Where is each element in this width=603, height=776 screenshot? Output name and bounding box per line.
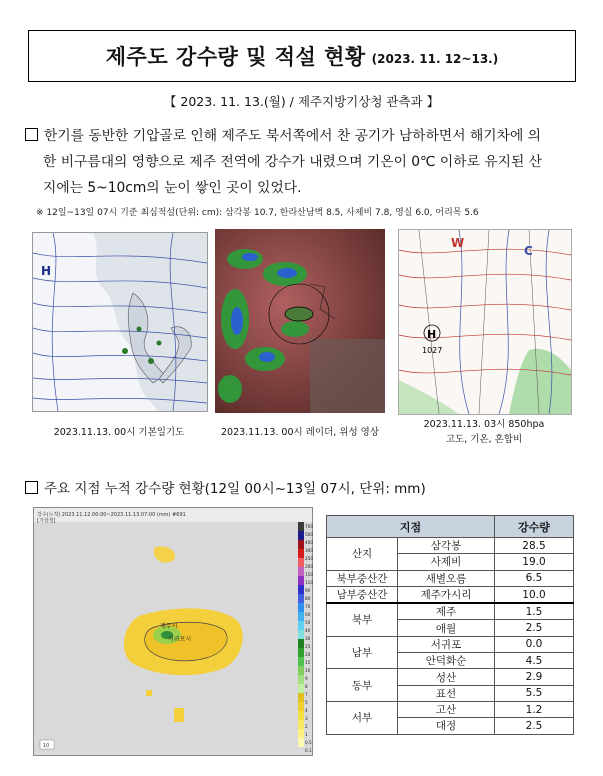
table-row [327, 586, 574, 603]
rainfall-map-label-jeju: 제주시 [160, 623, 178, 630]
scale-tick-label: 500 [305, 532, 313, 537]
scale-tick-label: 3 [305, 716, 308, 721]
snow-note: ※ 12일~13일 07시 기준 최심적설(단위: cm): 삼각봉 10.7, 한라산남벽 8.5, 사제비 7.8, 영실 6.0, 어리목 5.6 [36, 208, 479, 218]
bullet-box-icon [25, 128, 38, 141]
rainfall-map-corner: 10 [43, 743, 50, 749]
table-row [327, 701, 574, 717]
scale-tick-label: 8 [305, 684, 308, 689]
scale-tick-label: 400 [305, 540, 313, 545]
cold-label: C [524, 244, 533, 258]
rainfall-value-cell: 1.5 [495, 603, 574, 620]
header-rainfall: 강수량 [495, 516, 574, 538]
scale-tick-label: 70 [305, 604, 311, 609]
scale-tick-label: 15 [305, 660, 311, 665]
rainfall-value-cell: 2.9 [495, 669, 574, 685]
dateline: 【 2023. 11. 13.(월) / 제주지방기상청 관측과 】 [163, 94, 440, 109]
scale-tick-label: 0.5 [305, 740, 312, 745]
scale-tick-label: 1 [305, 732, 308, 737]
scale-tick-label: 150 [305, 572, 313, 577]
station-cell: 성산 [398, 669, 495, 685]
map2-caption: 2023.11.13. 00시 레이더, 위성 영상 [220, 427, 380, 438]
title-date-range: (2023. 11. 12~13.) [371, 52, 499, 66]
scale-tick-label: 0.1 [305, 748, 312, 753]
station-cell: 안덕화순 [398, 653, 495, 669]
rainfall-value-cell: 2.5 [495, 718, 574, 734]
rainfall-value-cell: 1.2 [495, 701, 574, 717]
rainfall-table [326, 515, 574, 735]
radar-satellite-svg [215, 229, 385, 413]
850hpa-chart-svg [399, 230, 571, 414]
region-cell: 서부 [327, 701, 398, 734]
rainfall-value-cell: 0.0 [495, 636, 574, 652]
region-cell: 북부중산간 [327, 570, 398, 586]
station-cell: 서귀포 [398, 636, 495, 652]
scale-tick-label: 200 [305, 564, 313, 569]
title-box [28, 30, 576, 82]
rainfall-map-svg [34, 508, 312, 755]
map3-caption-line1: 2023.11.13. 03시 850hpa [423, 419, 545, 430]
summary-line2: 한 비구름대의 영향으로 제주 전역에 강수가 내렸으며 기온이 0℃ 이하로 유지된 산 [43, 154, 543, 170]
table-row [327, 636, 574, 652]
scale-tick-label: 250 [305, 556, 313, 561]
station-cell: 대정 [398, 718, 495, 734]
station-cell: 사제비 [398, 554, 495, 570]
scale-tick-label: 90 [305, 588, 311, 593]
rainfall-value-cell: 4.5 [495, 653, 574, 669]
scale-tick-label: 300 [305, 548, 313, 553]
region-cell: 남부 [327, 636, 398, 669]
station-cell: 삼각봉 [398, 538, 495, 554]
region-cell: 남부중산간 [327, 586, 398, 603]
rainfall-value-cell: 28.5 [495, 538, 574, 554]
summary-paragraph [25, 123, 581, 201]
scale-tick-label: 10 [305, 668, 311, 673]
rainfall-value-cell: 10.0 [495, 586, 574, 603]
radar-satellite-image [215, 229, 385, 413]
high-pressure-850-value: 1027 [422, 346, 443, 355]
scale-tick-label: 7 [305, 692, 308, 697]
table-row [327, 538, 574, 554]
summary-line3: 지에는 5~10cm의 눈이 쌓인 곳이 있었다. [43, 180, 302, 196]
rainfall-map-label-seogwipo: 서귀포시 [168, 636, 192, 643]
region-cell: 북부 [327, 603, 398, 636]
850hpa-chart [398, 229, 572, 415]
station-cell: 새별오름 [398, 570, 495, 586]
table-row [327, 603, 574, 620]
region-cell: 동부 [327, 669, 398, 702]
rainfall-value-cell: 6.5 [495, 570, 574, 586]
rainfall-value-cell: 2.5 [495, 620, 574, 636]
scale-tick-label: 50 [305, 620, 311, 625]
surface-weather-chart [32, 232, 208, 412]
summary-line1: 한기를 동반한 기압골로 인해 제주도 북서쪽에서 찬 공기가 남하하면서 해기차에 의 [44, 128, 541, 144]
scale-tick-label: 110 [305, 580, 313, 585]
scale-tick-label: 80 [305, 596, 311, 601]
bullet-box-icon [25, 481, 38, 494]
warm-label: W [451, 236, 465, 250]
map3-caption-line2: 고도, 기온, 혼합비 [445, 434, 523, 445]
scale-tick-label: 25 [305, 644, 311, 649]
rainfall-map-tag: [기상청] [37, 518, 56, 524]
station-cell: 제주가시리 [398, 586, 495, 603]
region-cell: 산지 [327, 538, 398, 571]
scale-tick-label: 40 [305, 628, 311, 633]
rainfall-accumulation-map [33, 507, 313, 756]
scale-tick-label: 9 [305, 676, 308, 681]
map3-caption [398, 417, 570, 447]
rainfall-value-cell: 5.5 [495, 685, 574, 701]
station-cell: 제주 [398, 603, 495, 620]
section2-title-row [25, 477, 426, 497]
table-row [327, 669, 574, 685]
rainfall-map-header: 강수(누적) 2023.11.12.00:00~2023.11.13.07:00 (mm) #691 [37, 512, 186, 518]
scale-tick-label: 5 [305, 700, 308, 705]
station-cell: 애월 [398, 620, 495, 636]
scale-tick-label: 2 [305, 724, 308, 729]
color-scale-bar [298, 522, 304, 747]
high-pressure-850-label: H [427, 328, 437, 341]
high-pressure-label: H [41, 264, 52, 278]
table-header-row [327, 516, 574, 538]
scale-tick-label: 30 [305, 636, 311, 641]
station-cell: 표선 [398, 685, 495, 701]
surface-weather-chart-svg [33, 233, 207, 411]
page-title: 제주도 강수량 및 적설 현황 [105, 45, 366, 69]
map1-caption: 2023.11.13. 00시 기본일기도 [53, 427, 185, 438]
scale-tick-label: 4 [305, 708, 308, 713]
scale-tick-label: 60 [305, 612, 311, 617]
section2-title: 주요 지점 누적 강수량 현황(12일 00시~13일 07시, 단위: mm) [44, 481, 426, 497]
scale-tick-label: 700 [305, 524, 313, 529]
station-cell: 고산 [398, 701, 495, 717]
scale-tick-label: 20 [305, 652, 311, 657]
rainfall-value-cell: 19.0 [495, 554, 574, 570]
table-row [327, 570, 574, 586]
header-station: 지점 [327, 516, 495, 538]
